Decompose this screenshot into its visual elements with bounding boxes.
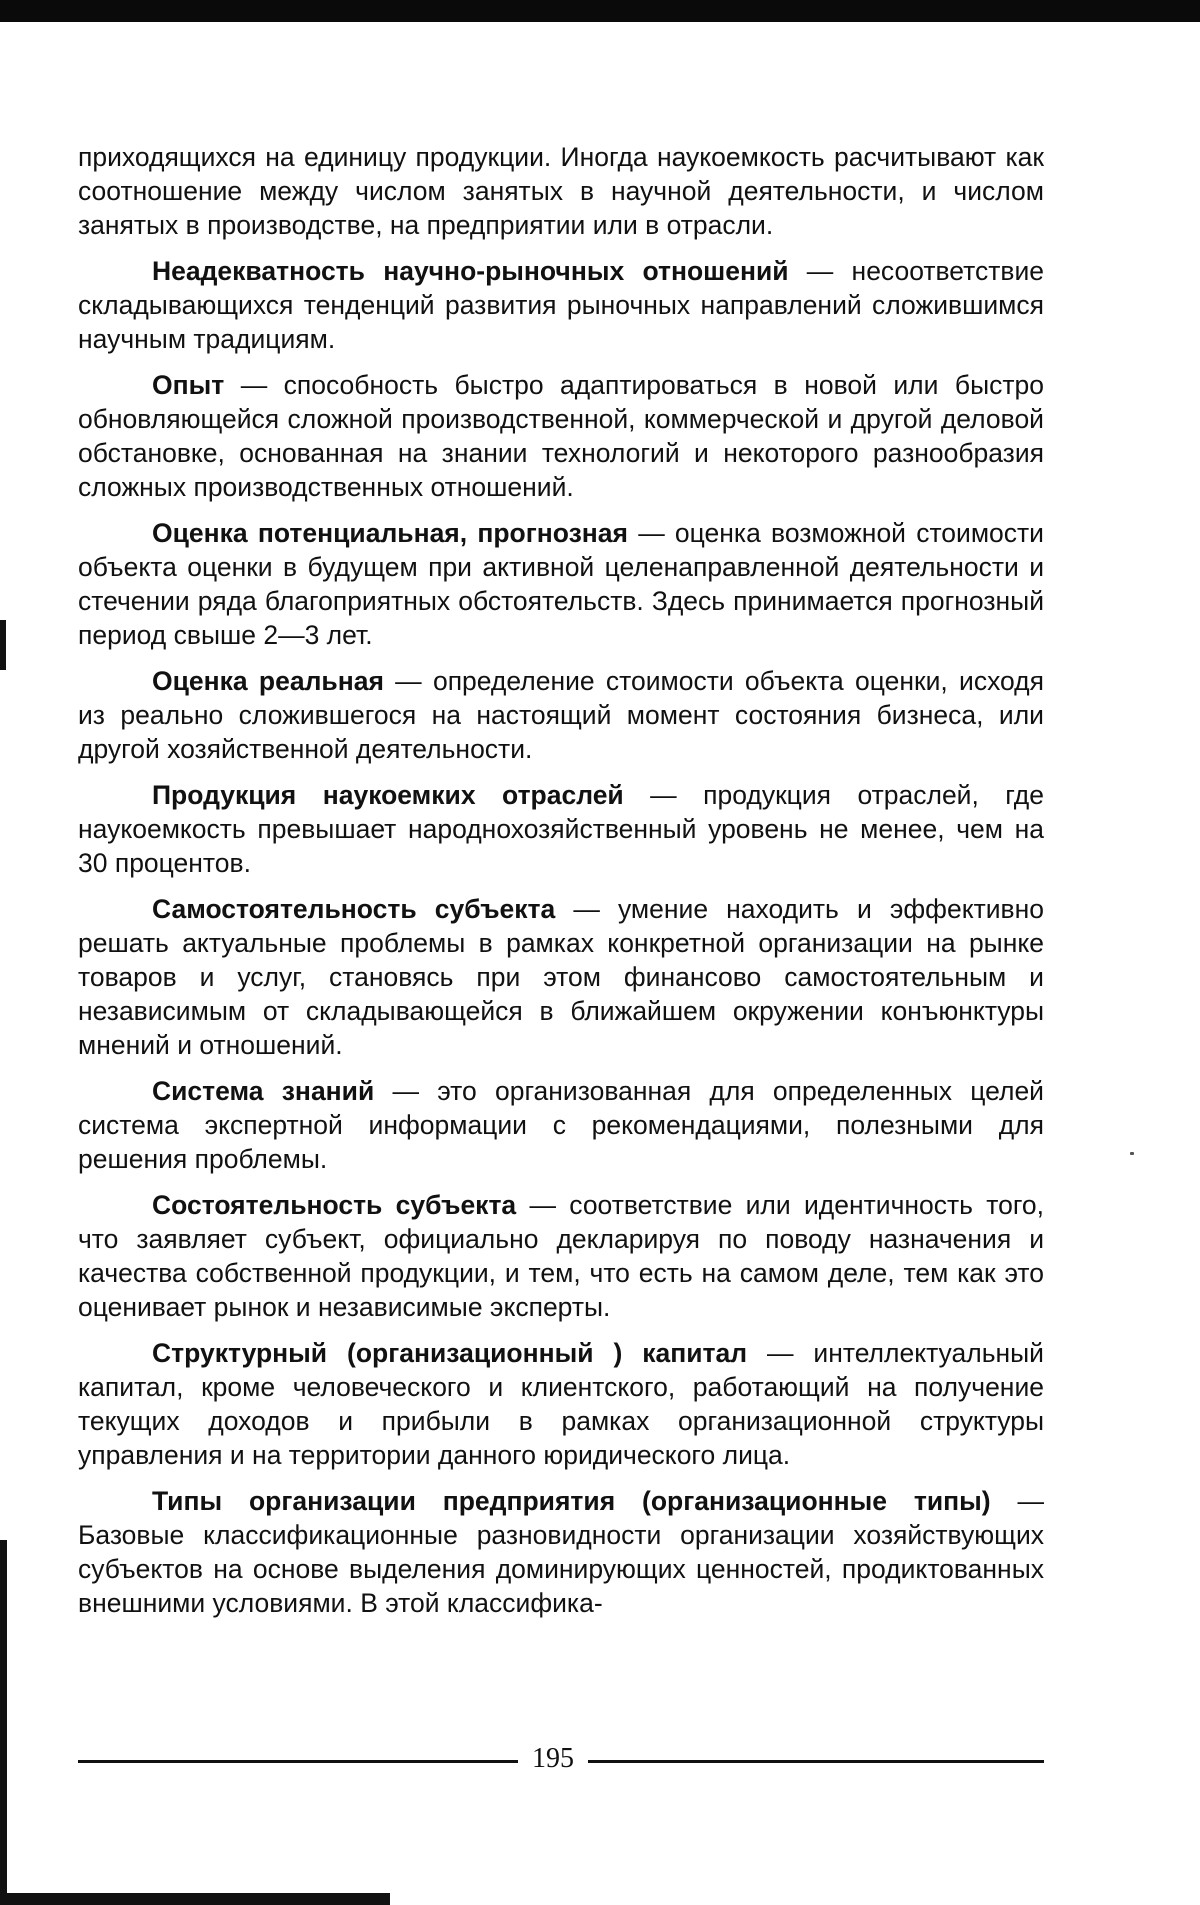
glossary-entry-real-valuation — [78, 664, 1044, 766]
glossary-entry-science-intensive-products — [78, 778, 1044, 880]
entry-definition: — умение находить и эффективно решать актуальные проблемы в рамках конкретной организации на рынке товаров и услуг, становясь при этом финансово самостоятельным и независимым от складывающейся в ближайшем окружении конъюнктуры мнений и отношений. — [78, 894, 1044, 1060]
glossary-entry-potential-valuation — [78, 516, 1044, 652]
entry-term: Опыт — [152, 370, 225, 400]
entry-term: Оценка реальная — [152, 666, 384, 696]
glossary-entry-organization-types — [78, 1484, 1044, 1620]
entry-definition: — способность быстро адаптироваться в новой или быстро обновляющейся сложной производственной, коммерческой и другой деловой обстановке, основанная на знании технологий и некоторого разнообразия сложных производственных отношений. — [78, 370, 1044, 502]
footer-rule-left — [78, 1760, 518, 1763]
entry-term: Система знаний — [152, 1076, 375, 1106]
glossary-entry-inadequacy — [78, 254, 1044, 356]
scan-left-border — [0, 1540, 7, 1905]
scan-bottom-border — [0, 1893, 390, 1905]
paragraph-text: приходящихся на единицу продукции. Иногда наукоемкость расчитывают как соотношение между числом занятых в научной деятельности, и числом занятых в производстве, на предприятии или в отрасли. — [78, 142, 1044, 240]
scan-left-mark — [0, 620, 6, 670]
entry-definition: — это организованная для определенных целей система экспертной информации с рекомендациями, полезными для решения проблемы. — [78, 1076, 1044, 1174]
page-footer — [78, 1742, 1044, 1774]
entry-term: Продукция наукоемких отраслей — [152, 780, 624, 810]
entry-definition: — оценка возможной стоимости объекта оценки в будущем при активной целенаправленной деятельности и стечении ряда благоприятных обстоятельств. Здесь принимается прогнозный период свыше 2—3 лет. — [78, 518, 1044, 650]
paragraph-continuation — [78, 140, 1044, 242]
entry-definition: — соответствие или идентичность того, что заявляет субъект, официально декларируя по поводу назначения и качества собственной продукции, и тем, что есть на самом деле, тем как это оценивает рынок и независимые эксперты. — [78, 1190, 1045, 1322]
glossary-entry-subject-consistency — [78, 1188, 1044, 1324]
entry-term: Самостоятельность субъекта — [152, 894, 556, 924]
entry-definition: — Базовые классификационные разновидности организации хозяйствующих субъектов на основе выделения доминирующих ценностей, продиктованных внешними условиями. В этой классифика- — [78, 1486, 1044, 1618]
entry-definition: — несоответствие складывающихся тенденций развития рыночных направлений сложившимся научным традициям. — [78, 256, 1044, 354]
page-number: 195 — [532, 1743, 574, 1774]
entry-term: Состоятельность субъекта — [152, 1190, 517, 1220]
entry-term: Оценка потенциальная, прогнозная — [152, 518, 628, 548]
glossary-entry-experience — [78, 368, 1044, 504]
scan-speck — [1130, 1152, 1134, 1155]
glossary-entry-structural-capital — [78, 1336, 1044, 1472]
entry-term: Типы организации предприятия (организационные типы) — [152, 1486, 991, 1516]
page-body — [78, 140, 1044, 1632]
entry-term: Неадекватность научно-рыночных отношений — [152, 256, 789, 286]
entry-term: Структурный (организационный ) капитал — [152, 1338, 748, 1368]
footer-rule-right — [588, 1760, 1044, 1763]
scan-top-border — [0, 0, 1200, 22]
entry-definition: — продукция отраслей, где наукоемкость превышает народнохозяйственный уровень не менее, чем на 30 процентов. — [78, 780, 1044, 878]
entry-definition: — интеллектуальный капитал, кроме человеческого и клиентского, работающий на получение текущих доходов и прибыли в рамках организационной структуры управления и на территории данного юридического лица. — [78, 1338, 1044, 1470]
glossary-entry-knowledge-system — [78, 1074, 1044, 1176]
entry-definition: — определение стоимости объекта оценки, исходя из реально сложившегося на настоящий момент состояния бизнеса, или другой хозяйственной деятельности. — [78, 666, 1044, 764]
glossary-entry-subject-independence — [78, 892, 1044, 1062]
